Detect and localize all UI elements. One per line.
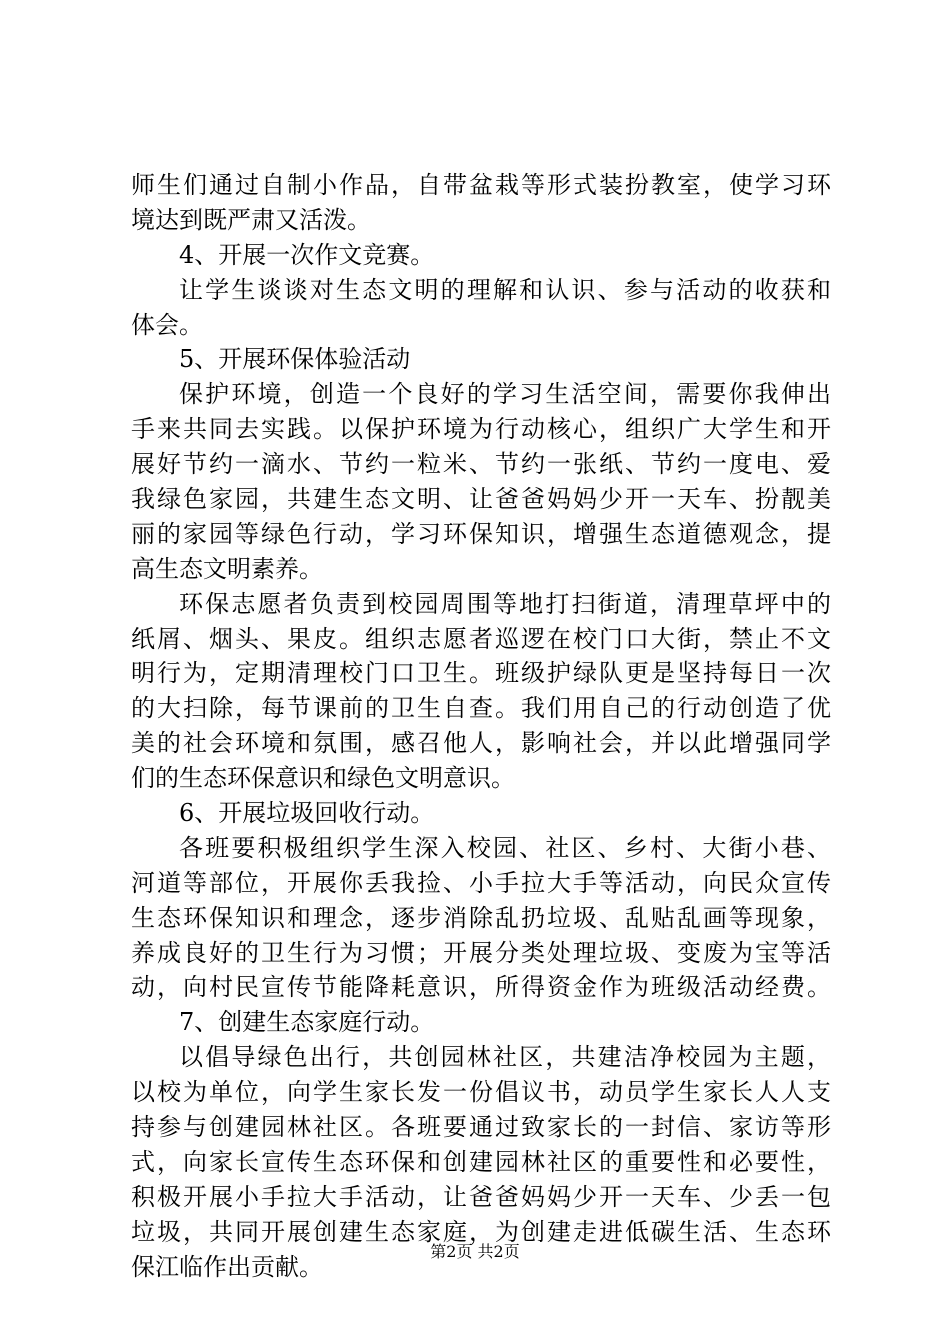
paragraph-line: 生态环保知识和理念，逐步消除乱扔垃圾、乱贴乱画等现象， bbox=[131, 903, 831, 932]
paragraph-line: 式，向家长宣传生态环保和创建园林社区的重要性和必要性， bbox=[131, 1147, 831, 1176]
paragraph-line: 动，向村民宣传节能降耗意识，所得资金作为班级活动经费。 bbox=[131, 973, 831, 1002]
paragraph-line: 高生态文明素养。 bbox=[131, 554, 323, 583]
paragraph-line: 积极开展小手拉大手活动，让爸爸妈妈少开一天车、少丢一包 bbox=[131, 1182, 831, 1211]
section-heading: 6、开展垃圾回收行动。 bbox=[179, 799, 435, 828]
paragraph-line: 丽的家园等绿色行动，学习环保知识，增强生态道德观念，提 bbox=[131, 519, 831, 548]
paragraph-line: 明行为，定期清理校门口卫生。班级护绿队更是坚持每日一次 bbox=[131, 659, 831, 688]
paragraph-line: 垃圾，共同开展创建生态家庭，为创建走进低碳生活、生态环 bbox=[131, 1217, 831, 1246]
paragraph-line: 以校为单位，向学生家长发一份倡议书，动员学生家长人人支 bbox=[131, 1078, 831, 1107]
section-heading: 4、开展一次作文竞赛。 bbox=[179, 240, 435, 269]
paragraph-line: 持参与创建园林社区。各班要通过致家长的一封信、家访等形 bbox=[131, 1113, 831, 1142]
paragraph-line: 体会。 bbox=[131, 310, 203, 339]
paragraph-line: 境达到既严肃又活泼。 bbox=[131, 205, 371, 234]
paragraph-line: 的大扫除，每节课前的卫生自查。我们用自己的行动创造了优 bbox=[131, 694, 831, 723]
paragraph-line: 让学生谈谈对生态文明的理解和认识、参与活动的收获和 bbox=[179, 275, 831, 304]
paragraph-line: 保护环境，创造一个良好的学习生活空间，需要你我伸出 bbox=[179, 380, 831, 409]
paragraph-line: 环保志愿者负责到校园周围等地打扫街道，清理草坪中的 bbox=[179, 589, 831, 618]
paragraph-line: 我绿色家园，共建生态文明、让爸爸妈妈少开一天车、扮靓美 bbox=[131, 485, 831, 514]
paragraph-line: 美的社会环境和氛围，感召他人，影响社会，并以此增强同学 bbox=[131, 729, 831, 758]
paragraph-line: 保江临作出贡献。 bbox=[131, 1252, 323, 1281]
paragraph-line: 以倡导绿色出行，共创园林社区，共建洁净校园为主题， bbox=[179, 1043, 831, 1072]
paragraph-line: 纸屑、烟头、果皮。组织志愿者巡逻在校门口大街，禁止不文 bbox=[131, 624, 831, 653]
paragraph-line: 河道等部位，开展你丢我捡、小手拉大手等活动，向民众宣传 bbox=[131, 868, 831, 897]
section-heading: 5、开展环保体验活动 bbox=[179, 345, 411, 374]
paragraph-line: 们的生态环保意识和绿色文明意识。 bbox=[131, 764, 515, 793]
paragraph-line: 养成良好的卫生行为习惯；开展分类处理垃圾、变废为宝等活 bbox=[131, 938, 831, 967]
paragraph-line: 手来共同去实践。以保护环境为行动核心，组织广大学生和开 bbox=[131, 415, 831, 444]
paragraph-line: 各班要积极组织学生深入校园、社区、乡村、大街小巷、 bbox=[179, 833, 831, 862]
page-number-footer: 第2页 共2页 bbox=[430, 1242, 520, 1261]
paragraph-line: 展好节约一滴水、节约一粒米、节约一张纸、节约一度电、爱 bbox=[131, 450, 831, 479]
document-body bbox=[131, 168, 831, 1285]
paragraph-line: 师生们通过自制小作品，自带盆栽等形式装扮教室，使学习环 bbox=[131, 171, 831, 199]
section-heading: 7、创建生态家庭行动。 bbox=[179, 1008, 435, 1037]
